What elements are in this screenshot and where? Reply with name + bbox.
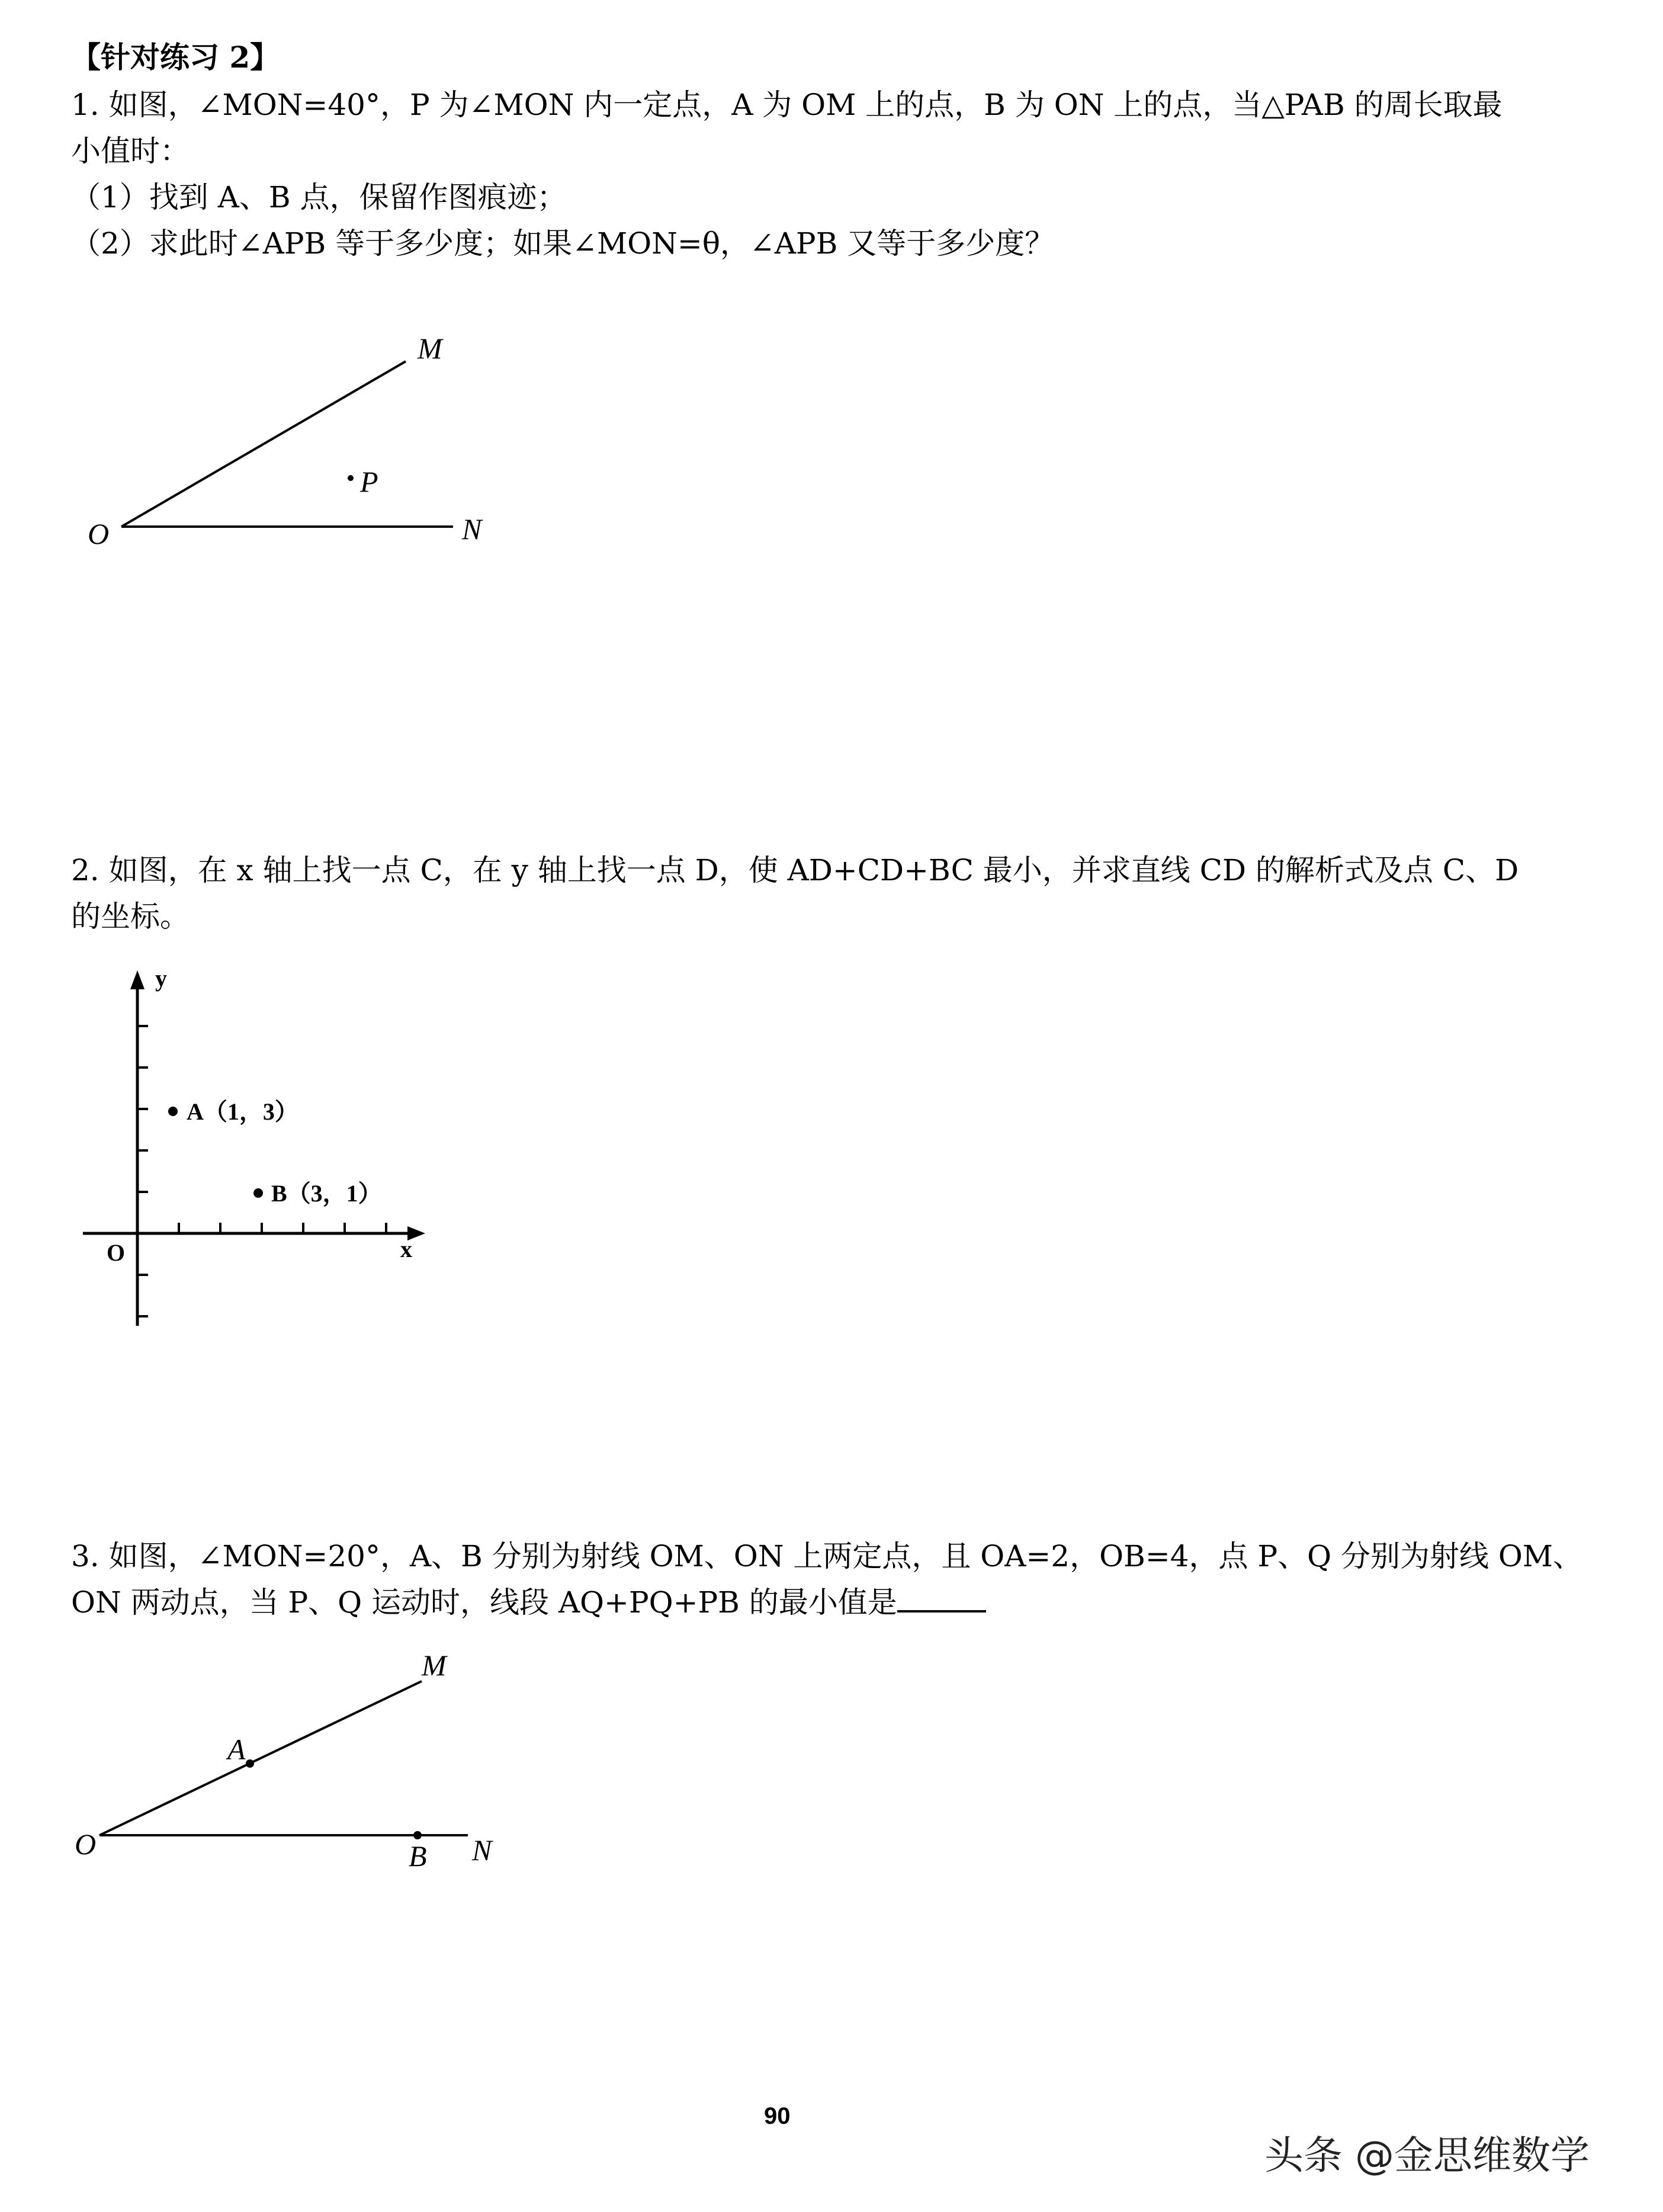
q2-label-y: y — [155, 965, 167, 992]
q2-label-b: B（3，1） — [271, 1180, 382, 1207]
q1-label-n: N — [462, 512, 482, 546]
q2-label-a: A（1，3） — [187, 1098, 298, 1125]
q3-label-b: B — [409, 1839, 427, 1873]
q3-line1: 3. 如图，∠MON=20°，A、B 分别为射线 OM、ON 上两定点，且 OA=2，OB=4，点 P、Q 分别为射线 OM、 — [71, 1539, 1583, 1573]
q3-ray-om — [99, 1681, 422, 1835]
q3-point-b — [413, 1831, 422, 1839]
watermark-text: 头条 @金思维数学 — [1264, 2133, 1590, 2178]
q1-label-p: P — [360, 465, 378, 498]
q3-label-o: O — [75, 1828, 97, 1861]
q1-sub1: （1）找到 A、B 点，保留作图痕迹； — [71, 180, 567, 214]
q1-line2: 小值时： — [71, 134, 190, 168]
q1-line1: 1. 如图，∠MON=40°，P 为∠MON 内一定点，A 为 OM 上的点，B 为 ON 上的点，当△PAB 的周长取最 — [71, 88, 1503, 122]
q3-label-n: N — [472, 1833, 492, 1867]
q3-line2: ON 两动点，当 P、Q 运动时，线段 AQ+PQ+PB 的最小值是 — [71, 1585, 897, 1620]
section-title: 【针对练习 2】 — [71, 40, 280, 75]
q2-label-x: x — [400, 1236, 412, 1262]
q3-point-a — [246, 1759, 254, 1768]
q3-label-a: A — [227, 1733, 246, 1766]
q1-label-m: M — [418, 332, 442, 365]
q3-label-m: M — [422, 1649, 447, 1682]
q1-label-o: O — [88, 517, 110, 550]
q2-label-o: O — [107, 1239, 126, 1266]
page-number: 90 — [764, 2103, 791, 2129]
q2-line1: 2. 如图，在 x 轴上找一点 C，在 y 轴上找一点 D，使 AD+CD+BC 最小，并求直线 CD 的解析式及点 C、D — [71, 853, 1519, 887]
q1-sub2: （2）求此时∠APB 等于多少度；如果∠MON=θ，∠APB 又等于多少度？ — [71, 226, 1055, 261]
q2-line2: 的坐标。 — [71, 899, 190, 934]
